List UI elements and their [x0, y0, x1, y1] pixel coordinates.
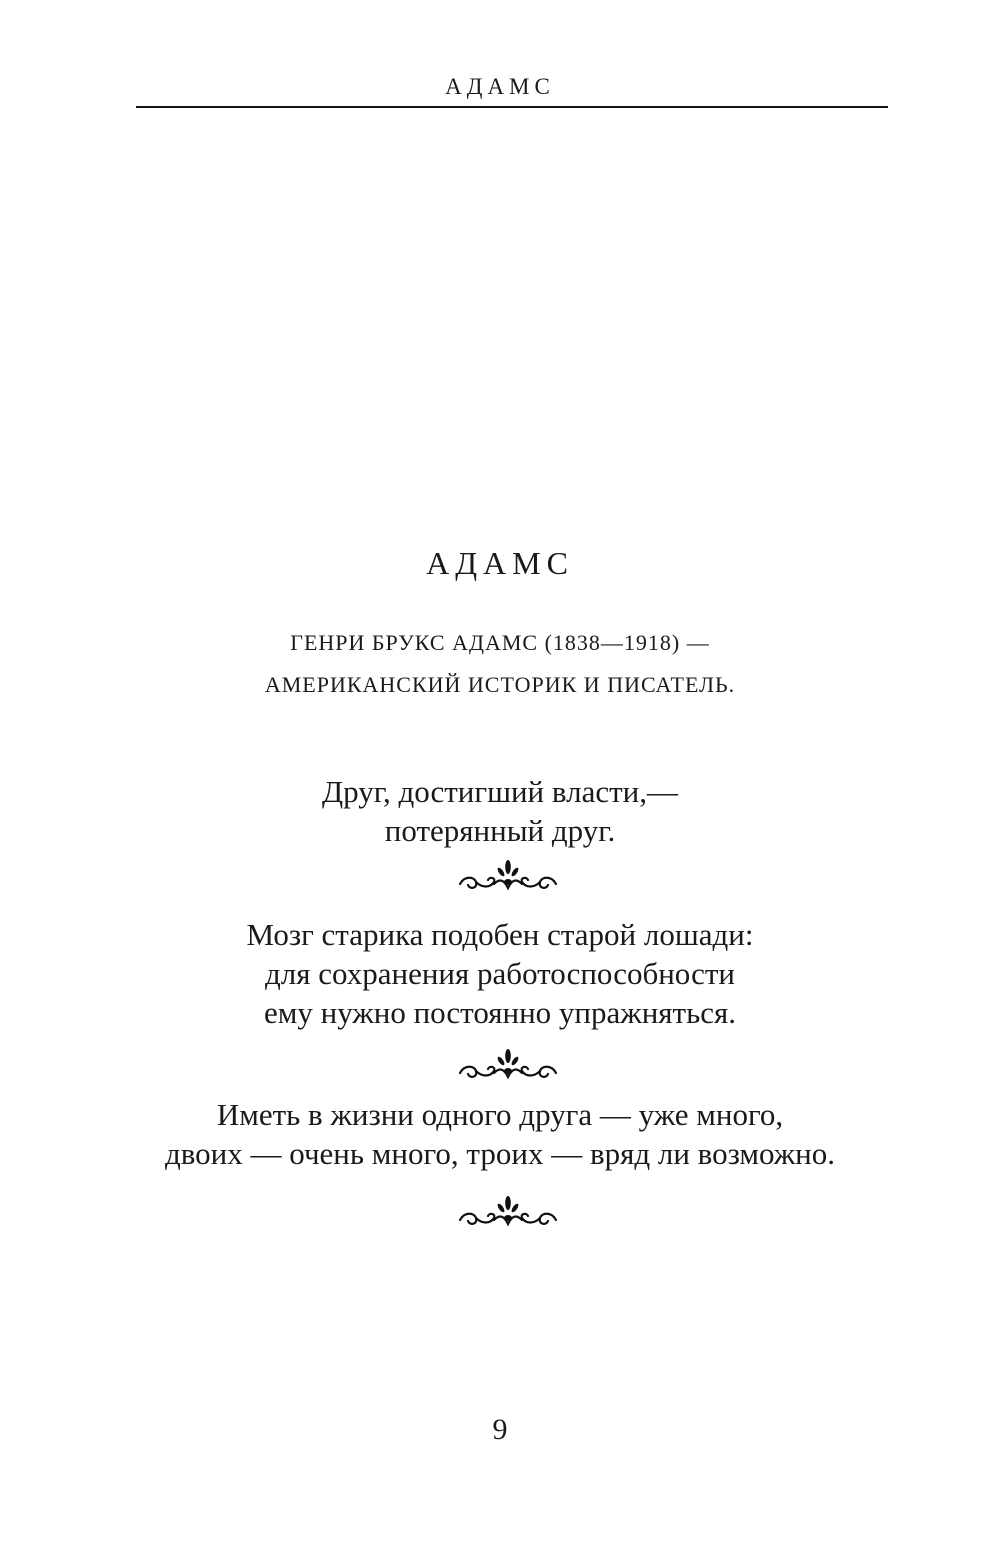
quote [0, 915, 1000, 1032]
quote [0, 772, 1000, 850]
page-number: 9 [492, 1413, 508, 1446]
quote-line: для сохранения работоспособности [265, 956, 735, 991]
quote-line: ему нужно постоянно упражняться. [264, 995, 736, 1030]
fleuron-ornament-icon [456, 858, 560, 894]
running-head: АДАМС [445, 74, 555, 99]
bio-line: ГЕНРИ БРУКС АДАМС (1838—1918) — [290, 630, 710, 655]
quote-line: двоих — очень много, троих — вряд ли возможно. [164, 1136, 836, 1171]
quote-line: потерянный друг. [384, 813, 616, 848]
quote [0, 1095, 1000, 1173]
bio-line: АМЕРИКАНСКИЙ ИСТОРИК И ПИСАТЕЛЬ. [264, 672, 736, 697]
chapter-title: АДАМС [426, 545, 574, 581]
quote-line: Иметь в жизни одного друга — уже много, [216, 1097, 784, 1132]
quote-line: Мозг старика подобен старой лошади: [246, 917, 754, 952]
author-bio [0, 622, 1000, 706]
quote-line: Друг, достигший власти,— [321, 774, 678, 809]
fleuron-ornament-icon [456, 1194, 560, 1230]
fleuron-ornament-icon [456, 1047, 560, 1083]
header-rule [136, 106, 888, 108]
